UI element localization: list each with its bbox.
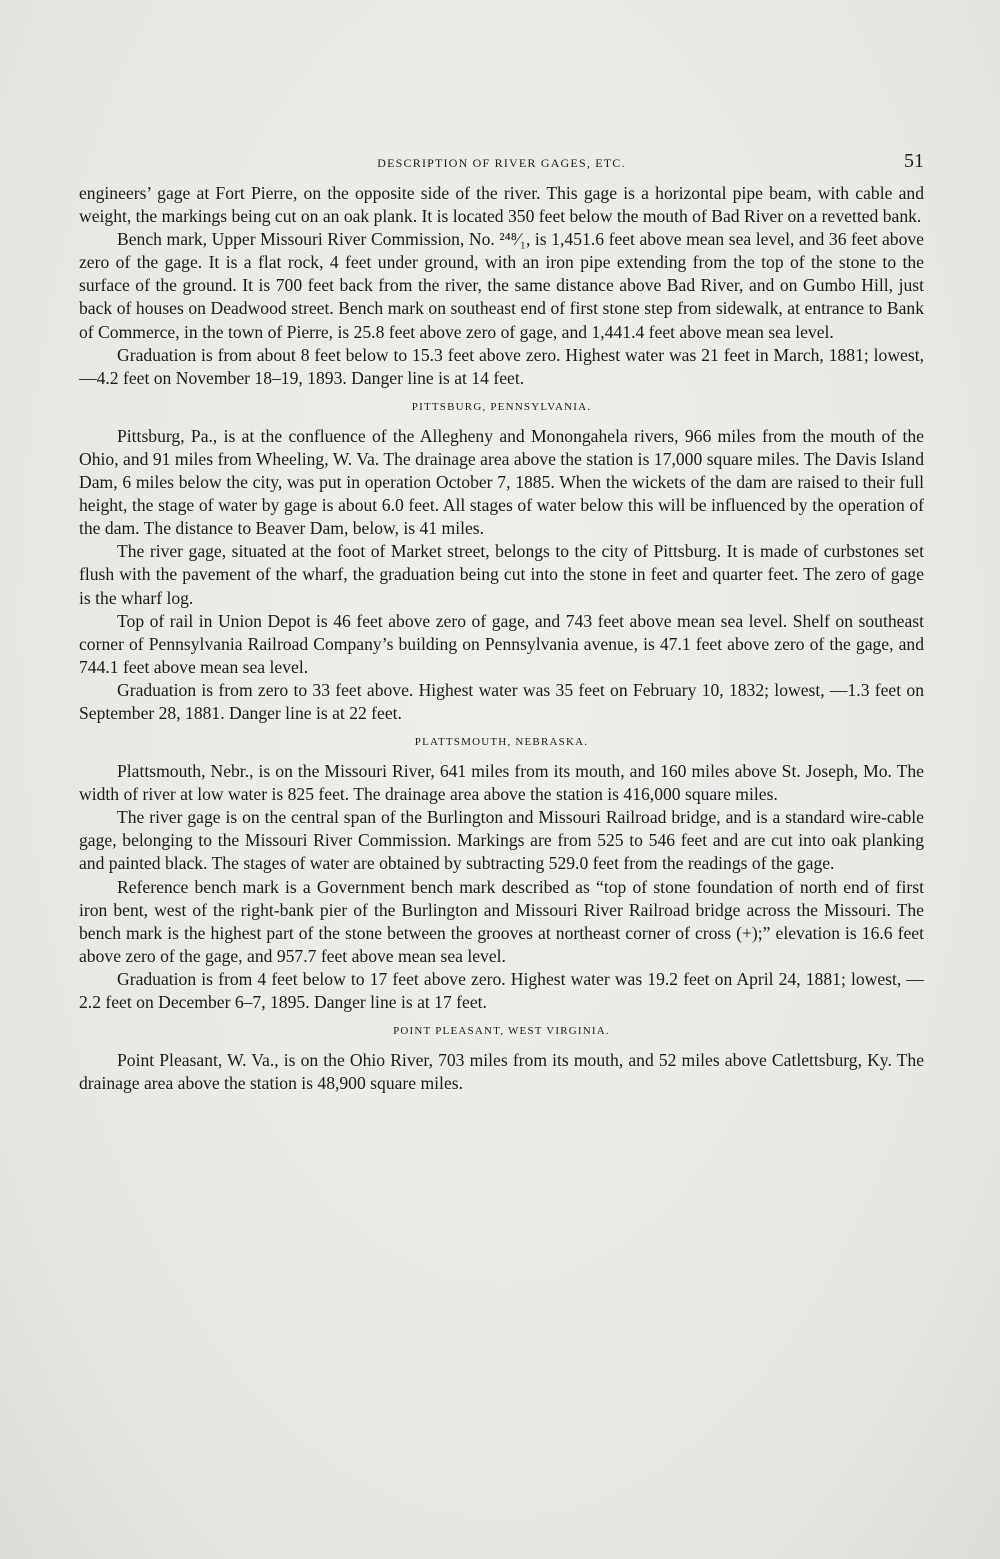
paragraph: Reference bench mark is a Government bench mark described as “top of stone foundation of north end of first iron bent, west of the right-bank pier of the Burlington and Missouri River Railroad bridge across the Missouri. The bench mark is the highest part of the stone between the grooves at northeast corner of cross (+);” elevation is 16.6 feet above zero of the gage, and 957.7 feet above mean sea level. <box>79 876 924 966</box>
paragraph: Bench mark, Upper Missouri River Commission, No. ²⁴⁸⁄₁, is 1,451.6 feet above mean sea level, and 36 feet above zero of the gage. It is a flat rock, 4 feet under ground, with an iron pipe extending from the top of the stone to the surface of the ground. It is 700 feet back from the river, the same distance above Bad River, and on Gumbo Hill, just back of houses on Deadwood street. Bench mark on southeast end of first stone step from sidewalk, at entrance to Bank of Commerce, in the town of Pierre, is 25.8 feet above zero of gage, and 1,441.4 feet above mean sea level. <box>79 229 924 342</box>
paragraph: The river gage is on the central span of the Burlington and Missouri Railroad bridge, and is a standard wire-cable gage, belonging to the Missouri River Commission. Markings are from 525 to 546 feet and are cut into oak planking and painted black. The stages of water are obtained by subtracting 529.0 feet from the readings of the gage. <box>79 807 924 874</box>
text-block <box>79 150 924 1095</box>
paragraph: Graduation is from 4 feet below to 17 feet above zero. Highest water was 19.2 feet on April 24, 1881; lowest, —2.2 feet on December 6–7, 1895. Danger line is at 17 feet. <box>79 968 924 1012</box>
paragraph: Graduation is from zero to 33 feet above. Highest water was 35 feet on February 10, 1832; lowest, —1.3 feet on September 28, 1881. Danger line is at 22 feet. <box>79 679 924 723</box>
paragraph: Graduation is from about 8 feet below to 15.3 feet above zero. Highest water was 21 feet in March, 1881; lowest, —4.2 feet on November 18–19, 1893. Danger line is at 14 feet. <box>79 344 924 388</box>
paragraph: Point Pleasant, W. Va., is on the Ohio River, 703 miles from its mouth, and 52 miles above Catlettsburg, Ky. The drainage area above the station is 48,900 square miles. <box>79 1050 924 1094</box>
section-heading-point-pleasant: POINT PLEASANT, WEST VIRGINIA. <box>393 1025 610 1038</box>
paragraph: engineers’ gage at Fort Pierre, on the opposite side of the river. This gage is a horizontal pipe beam, with cable and weight, the markings being cut on an oak plank. It is located 350 feet below the mouth of Bad River on a revetted bank. <box>79 183 924 227</box>
section-heading-pittsburg: PITTSBURG, PENNSYLVANIA. <box>411 400 592 413</box>
page-number: 51 <box>904 150 924 172</box>
paragraph: Plattsmouth, Nebr., is on the Missouri River, 641 miles from its mouth, and 160 miles above St. Joseph, Mo. The width of river at low water is 825 feet. The drainage area above the station is 416,000 square miles. <box>79 761 924 805</box>
paragraph: The river gage, situated at the foot of Market street, belongs to the city of Pittsburg. It is made of curbstones set flush with the pavement of the wharf, the graduation being cut into the stone in feet and quarter feet. The zero of gage is the wharf log. <box>79 541 924 608</box>
running-title: DESCRIPTION OF RIVER GAGES, ETC. <box>377 156 626 170</box>
paragraph: Pittsburg, Pa., is at the confluence of the Allegheny and Monongahela rivers, 966 miles from the mouth of the Ohio, and 91 miles from Wheeling, W. Va. The drainage area above the station is 17,000 square miles. The Davis Island Dam, 6 miles below the city, was put in operation October 7, 1885. When the wickets of the dam are raised to their full height, the stage of water by gage is about 6.0 feet. All stages of water below this will be influenced by the operation of the dam. The distance to Beaver Dam, below, is 41 miles. <box>79 425 924 539</box>
running-header <box>79 150 924 180</box>
section-heading-plattsmouth: PLATTSMOUTH, NEBRASKA. <box>414 736 589 749</box>
paragraph: Top of rail in Union Depot is 46 feet above zero of gage, and 743 feet above mean sea level. Shelf on southeast corner of Pennsylvania Railroad Company’s building on Pennsylvania avenue, is 47.1 feet above zero of the gage, and 744.1 feet above mean sea level. <box>79 610 924 677</box>
